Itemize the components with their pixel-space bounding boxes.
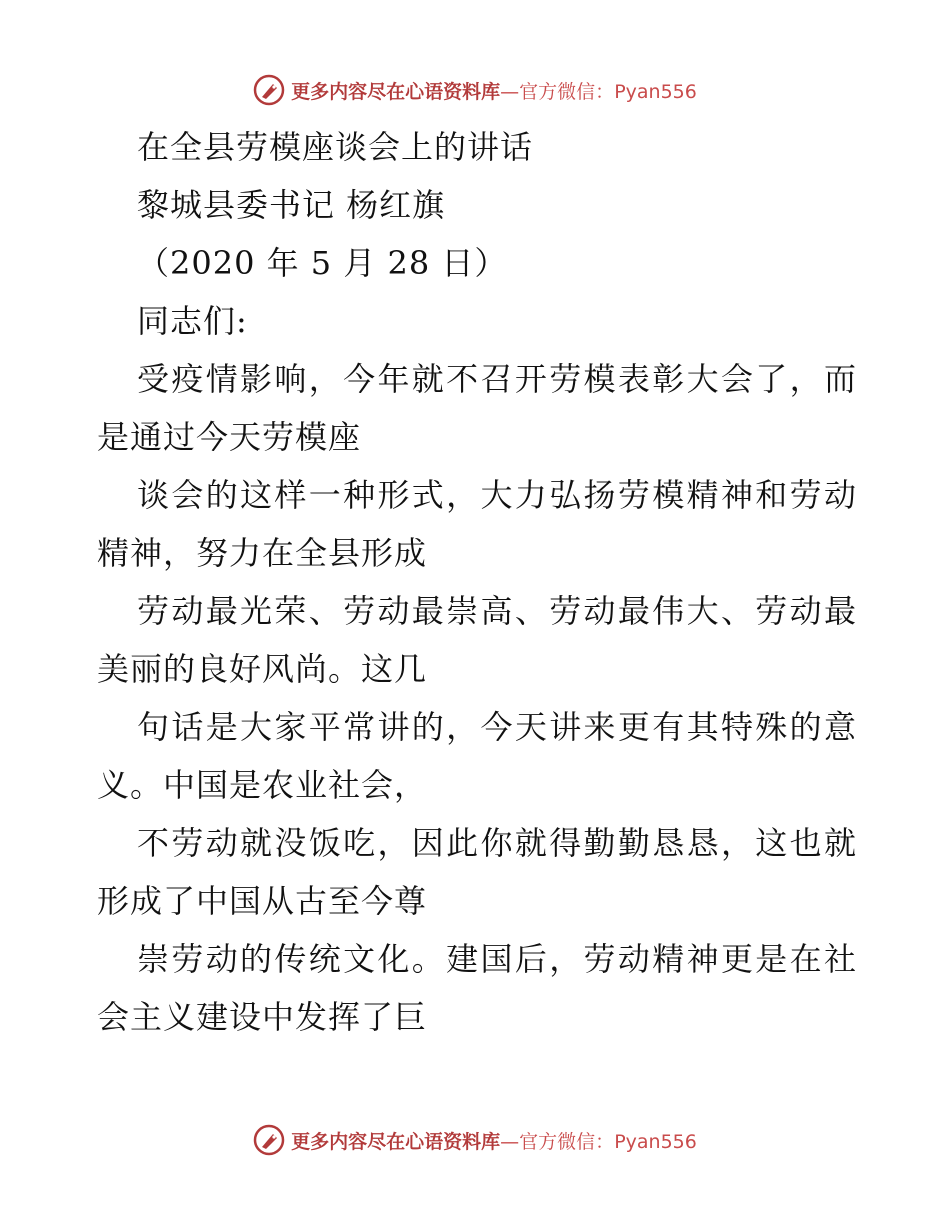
banner-wechat-label: 官方微信： [519,80,615,103]
pen-nib-icon [253,1124,285,1156]
banner-text [291,77,697,104]
pen-nib-icon [253,74,285,106]
document-author: 黎城县委书记 杨红旗 [137,186,446,224]
paragraph-line: 劳动最光荣、劳动最崇高、劳动最伟大、劳动最 [137,592,857,630]
document-salutation: 同志们: [137,302,248,340]
banner-separator: — [500,80,520,103]
paragraph-line: 崇劳动的传统文化。建国后，劳动精神更是在社 [137,940,857,978]
banner-wechat-id: Pyan556 [614,1130,697,1153]
banner-brand: 更多内容尽在心语资料库 [291,80,501,103]
document-title: 在全县劳模座谈会上的讲话 [137,128,534,166]
paragraph-line: 会主义建设中发挥了巨 [97,998,428,1036]
paragraph-line: 美丽的良好风尚。这几 [97,650,428,688]
banner-wechat-label: 官方微信： [519,1130,615,1153]
paragraph-line: 受疫情影响，今年就不召开劳模表彰大会了，而 [137,360,857,398]
paragraph-line: 句话是大家平常讲的，今天讲来更有其特殊的意 [137,708,857,746]
paragraph-line: 精神，努力在全县形成 [97,534,428,572]
paragraph-line: 不劳动就没饭吃，因此你就得勤勤恳恳，这也就 [137,824,857,862]
paragraph-line: 义。中国是农业社会， [97,766,428,804]
paragraph-line: 是通过今天劳模座 [97,418,362,456]
footer-banner [0,1120,950,1160]
banner-text [291,1127,697,1154]
paragraph-line: 谈会的这样一种形式，大力弘扬劳模精神和劳动 [137,476,857,514]
banner-wechat-id: Pyan556 [614,80,697,103]
header-banner [0,70,950,110]
paragraph-line: 形成了中国从古至今尊 [97,882,428,920]
document-body [97,118,857,1046]
banner-brand: 更多内容尽在心语资料库 [291,1130,501,1153]
banner-separator: — [500,1130,520,1153]
document-date: （2020 年 5 月 28 日） [137,244,508,282]
